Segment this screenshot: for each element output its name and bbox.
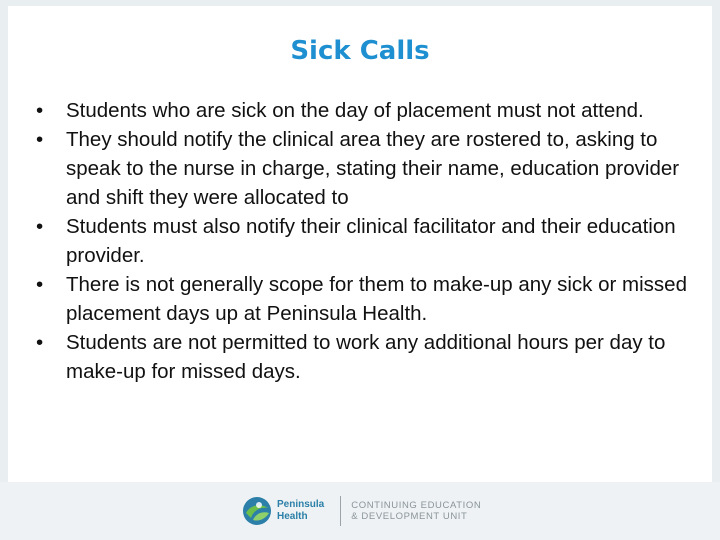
slide-title: Sick Calls [290, 36, 430, 66]
logo-line-1: Peninsula [277, 499, 325, 510]
logo-line-2: Health [277, 511, 308, 522]
bullet-item [36, 212, 696, 270]
peninsula-health-logo-icon [242, 496, 272, 526]
bullet-text: Students are not permitted to work any additional hours per day to make-up for missed days. [66, 331, 666, 383]
slide-footer [0, 482, 720, 540]
bullet-text: There is not generally scope for them to make-up any sick or missed placement days up at Peninsula Health. [66, 273, 687, 325]
bullet-item [36, 96, 696, 125]
bullet-text: They should notify the clinical area they are rostered to, asking to speak to the nurse in charge, stating their name, education provider and shift they were allocated to [66, 128, 680, 209]
unit-name [351, 500, 481, 522]
bullet-marker: • [36, 331, 44, 354]
bullet-marker: • [36, 128, 44, 151]
footer-branding [242, 494, 481, 528]
logo-wordmark [277, 499, 324, 523]
bullet-marker: • [36, 99, 44, 122]
bullet-item [36, 328, 696, 386]
bullet-list [36, 96, 696, 386]
bullet-marker: • [36, 215, 44, 238]
bullet-item [36, 125, 696, 212]
slide-content [8, 6, 712, 482]
bullet-item [36, 270, 696, 328]
unit-line-2: & DEVELOPMENT UNIT [351, 511, 468, 522]
bullet-text: Students must also notify their clinical facilitator and their education provider. [66, 215, 676, 267]
unit-line-1: CONTINUING EDUCATION [351, 500, 482, 511]
footer-divider [340, 496, 341, 526]
bullet-marker: • [36, 273, 44, 296]
bullet-text: Students who are sick on the day of placement must not attend. [66, 99, 644, 122]
